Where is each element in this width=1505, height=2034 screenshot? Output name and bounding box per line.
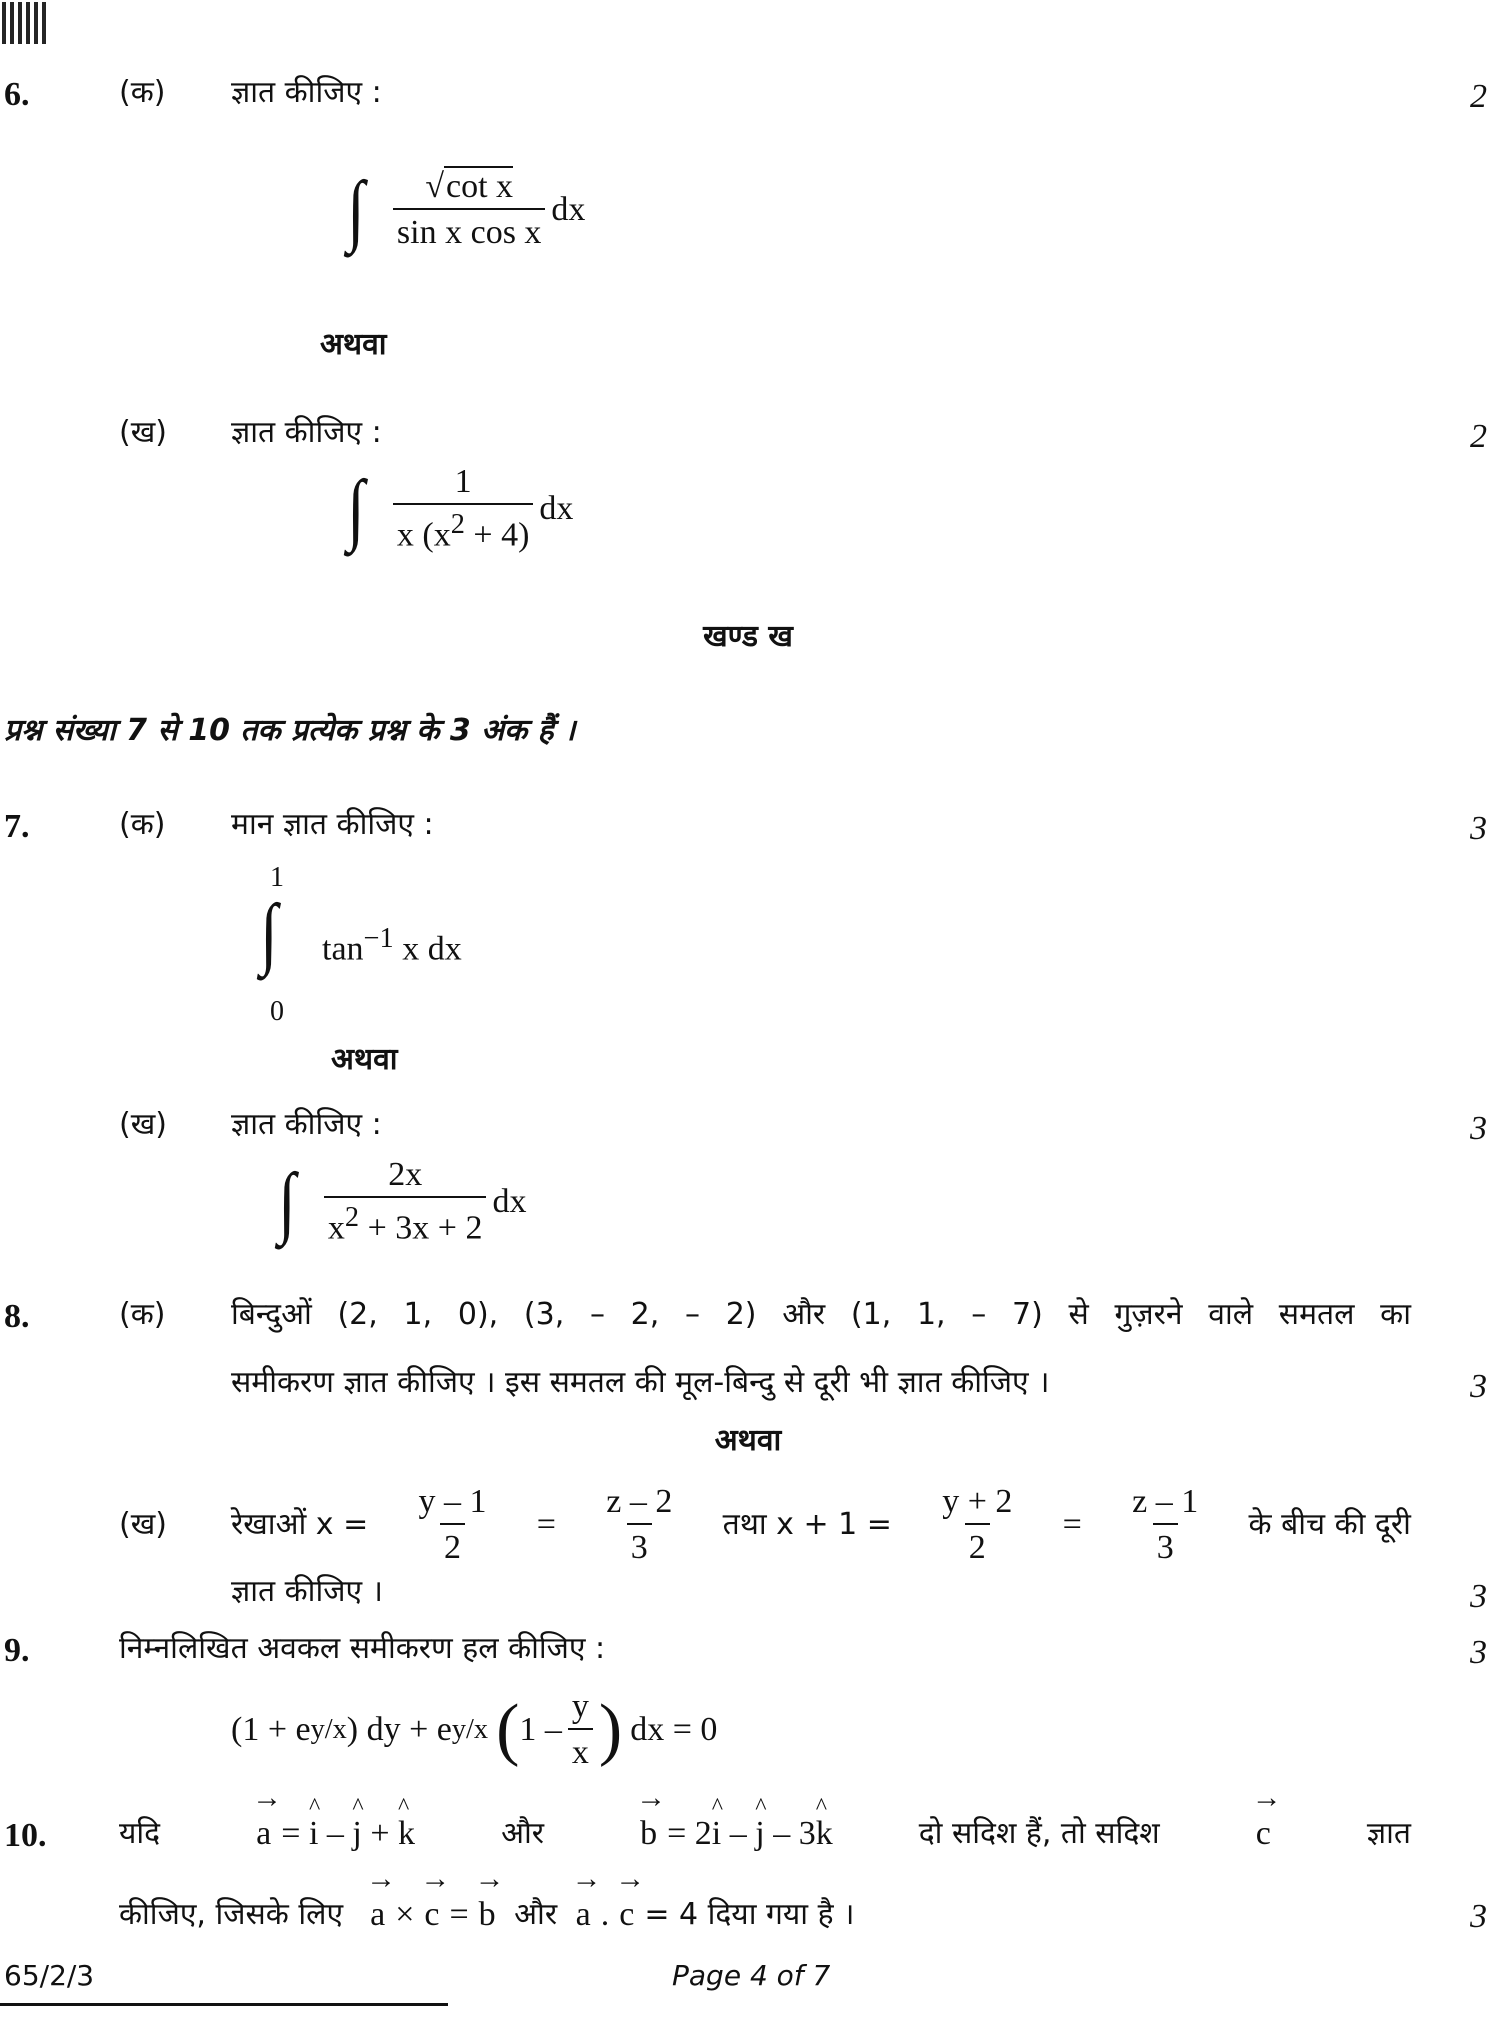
q7b-text: ज्ञात कीजिए : — [231, 1107, 382, 1142]
footer-rule — [0, 2003, 448, 2006]
integral-sign: ∫ — [347, 464, 365, 553]
exponent: 2 — [450, 509, 465, 540]
numerator: y – 1 — [418, 1483, 487, 1520]
equals: = — [449, 1896, 469, 1933]
q10-number: 10. — [4, 1817, 47, 1854]
q10-marks: 3 — [1470, 1898, 1487, 1935]
numerator: 1 — [454, 463, 472, 500]
q8b-marks: 3 — [1470, 1578, 1487, 1615]
q8a-line2: समीकरण ज्ञात कीजिए । इस समतल की मूल-बिन्दु से दूरी भी ज्ञात कीजिए । — [231, 1365, 1050, 1400]
exponent: y/x — [310, 1713, 347, 1745]
page-number: Page 4 of 7 — [672, 1959, 831, 1992]
equals: = — [536, 1506, 556, 1543]
q8b-line1 — [231, 1485, 1411, 1565]
qr-code — [2, 2, 48, 44]
unit-j: ^ j — [755, 1817, 764, 1851]
eq-part-c: dx = 0 — [630, 1711, 718, 1748]
integral-sign: ∫ — [278, 1157, 296, 1246]
denominator-a: x (x — [396, 516, 451, 554]
q7a-text: मान ज्ञात कीजिए : — [231, 807, 434, 842]
vector-c: → c — [424, 1898, 439, 1932]
or-label: अथवा — [714, 1423, 782, 1458]
q6b-marks: 2 — [1470, 418, 1487, 455]
section-instruction: प्रश्न संख्या 7 से 10 तक प्रत्येक प्रश्न के 3 अंक हैं । — [4, 713, 576, 748]
q9-marks: 3 — [1470, 1634, 1487, 1671]
unit-i: ^ i — [309, 1817, 318, 1851]
integral-sign: ∫ — [260, 889, 278, 977]
q9-number: 9. — [4, 1632, 30, 1669]
q6a-marks: 2 — [1470, 78, 1487, 115]
integrand-rest: x dx — [393, 930, 462, 968]
q6b-label: (ख) — [119, 415, 167, 450]
dot: . — [600, 1896, 610, 1933]
q8a-line1: बिन्दुओं (2, 1, 0), (3, – 2, – 2) और (1, 1, – 7) से गुज़रने वाले समतल का — [231, 1297, 1411, 1332]
denominator: sin x cos x — [393, 208, 546, 250]
one-minus: 1 – — [519, 1711, 562, 1748]
and-text: और — [501, 1816, 545, 1851]
denominator: x — [568, 1728, 593, 1770]
numerator: z – 2 — [606, 1483, 673, 1520]
unit-k: ^ k — [398, 1817, 415, 1851]
vector-a: → a — [370, 1898, 385, 1932]
minus: – — [318, 1815, 353, 1852]
unit-i: ^ i — [712, 1817, 721, 1851]
dx: dx — [539, 489, 574, 527]
numerator: y — [571, 1688, 589, 1725]
q8b-line2: ज्ञात कीजिए । — [231, 1574, 383, 1609]
q8a-label: (क) — [119, 1297, 166, 1332]
right-paren: ) — [598, 1691, 623, 1768]
q10-line2 — [119, 1898, 854, 1932]
find-text: ज्ञात — [1366, 1816, 1411, 1851]
equals: = — [1062, 1506, 1082, 1543]
and-text: और — [514, 1897, 558, 1932]
upper-limit: 1 — [270, 862, 284, 893]
q6-number: 6. — [4, 76, 30, 113]
q6b-integral — [345, 465, 573, 552]
dx: dx — [551, 191, 586, 228]
q7-number: 7. — [4, 808, 30, 845]
dx: dx — [492, 1182, 527, 1220]
lines-text: रेखाओं x = — [231, 1507, 369, 1542]
given-rest: = 4 दिया गया है । — [644, 1897, 855, 1932]
eq-part-a: (1 + e — [231, 1711, 311, 1748]
tan: tan — [322, 930, 364, 968]
equals: = — [281, 1815, 309, 1852]
unit-k: ^ k — [816, 1817, 833, 1851]
vector-c: → c — [1256, 1817, 1271, 1851]
q7b-label: (ख) — [119, 1107, 167, 1142]
or-label: अथवा — [331, 1042, 398, 1077]
denominator-b: + 4) — [464, 516, 530, 554]
q8a-marks: 3 — [1470, 1368, 1487, 1405]
denominator: 3 — [1153, 1523, 1178, 1565]
given-text: कीजिए, जिसके लिए — [119, 1897, 344, 1932]
q6b-text: ज्ञात कीजिए : — [231, 415, 382, 450]
vector-a: → a — [576, 1898, 591, 1932]
vectors-text: दो सदिश हैं, तो सदिश — [918, 1816, 1160, 1851]
left-paren: ( — [496, 1691, 520, 1768]
cross: × — [395, 1896, 415, 1933]
exponent: −1 — [363, 923, 394, 954]
or-label: अथवा — [320, 327, 387, 362]
q6a-integral: ∫ $\frac{\text{√cot x}}{\text{sin x cos x}}$ dx — [347, 166, 586, 254]
q6a-label: (क) — [119, 75, 166, 110]
vector-b: → b — [479, 1898, 496, 1932]
denominator: 3 — [627, 1523, 652, 1565]
q7a-label: (क) — [119, 807, 166, 842]
integral-sign: ∫ — [347, 166, 365, 254]
q9-equation — [231, 1690, 717, 1770]
vector-c: → c — [619, 1898, 634, 1932]
numerator: 2x — [388, 1156, 423, 1193]
exponent: y/x — [451, 1713, 489, 1745]
q7a-marks: 3 — [1470, 810, 1487, 847]
denominator-b: + 3x + 2 — [359, 1209, 483, 1247]
denominator-a: x — [327, 1209, 345, 1247]
q10-line1 — [119, 1817, 1411, 1851]
unit-j: ^ j — [352, 1817, 361, 1851]
plus: + — [361, 1815, 399, 1852]
q7a-integrand — [322, 925, 462, 966]
eq-part-b: ) dy + e — [346, 1711, 452, 1748]
numerator: cot x — [445, 168, 514, 205]
if-text: यदि — [119, 1816, 161, 1851]
q8-number: 8. — [4, 1298, 30, 1335]
denominator: 2 — [440, 1523, 465, 1565]
section-heading: खण्ड ख — [703, 619, 793, 654]
q9-text: निम्नलिखित अवकल समीकरण हल कीजिए : — [119, 1631, 606, 1666]
q8b-label: (ख) — [119, 1507, 167, 1542]
lower-limit: 0 — [270, 996, 284, 1027]
q7b-marks: 3 — [1470, 1110, 1487, 1147]
exponent: 2 — [344, 1202, 360, 1233]
q7b-integral — [276, 1158, 526, 1245]
minus-3: – 3 — [764, 1815, 816, 1852]
denominator: 2 — [965, 1523, 990, 1565]
paper-code: 65/2/3 — [4, 1959, 95, 1992]
vector-a: → a — [256, 1817, 271, 1851]
numerator: z – 1 — [1132, 1483, 1199, 1520]
q6a-text: ज्ञात कीजिए : — [231, 75, 382, 110]
vector-b: → b — [640, 1817, 657, 1851]
equals-2: = 2 — [667, 1815, 712, 1852]
and-text: तथा x + 1 = — [722, 1507, 892, 1542]
distance-text: के बीच की दूरी — [1248, 1507, 1411, 1542]
numerator: y + 2 — [942, 1483, 1013, 1520]
minus: – — [721, 1815, 756, 1852]
